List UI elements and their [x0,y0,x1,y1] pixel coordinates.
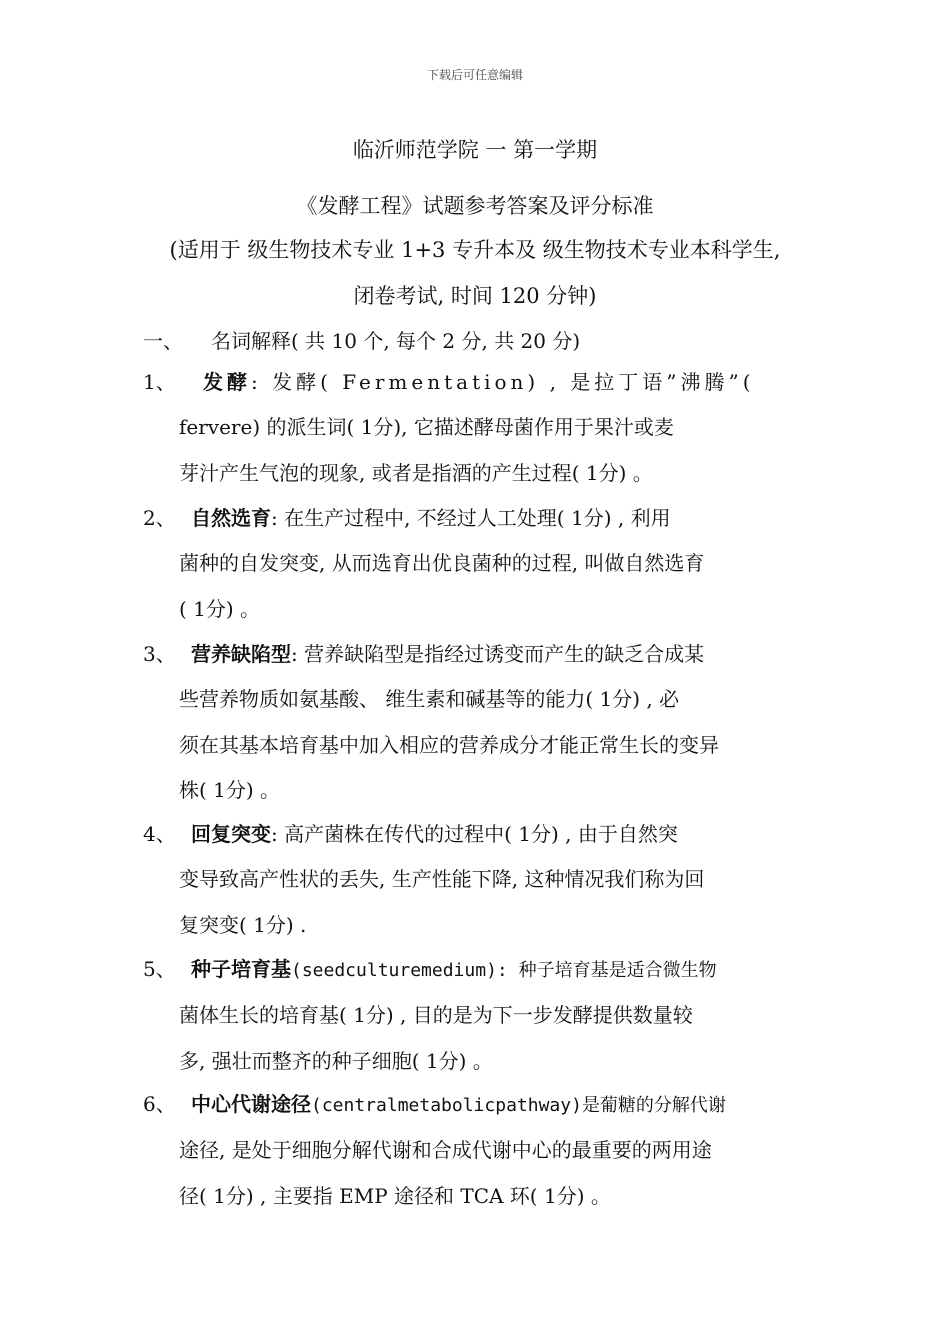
item-line-1: : 高产菌株在传代的过程中( 1分) , 由于自然突 [271,822,678,846]
item-line-2: 菌种的自发突变, 从而选育出优良菌种的过程, 叫做自然选育 [179,551,705,576]
item-term: 中心代谢途径 [191,1092,311,1116]
definition-item-4 [143,812,811,948]
title-line-2: 《发酵工程》试题参考答案及评分标准 [296,194,654,218]
item-term: 自然选育 [191,506,271,530]
item-line-2: 途径, 是处于细胞分解代谢和合成代谢中心的最重要的两用途 [179,1138,712,1163]
item-line-3: 芽汁产生气泡的现象, 或者是指酒的产生过程( 1分) 。 [179,460,653,485]
item-number: 4、 [143,822,176,846]
item-term: 营养缺陷型 [191,642,291,666]
item-number: 1、 [143,370,176,394]
item-line-1: (seedculturemedium): 种子培育基是适合微生物 [291,960,717,981]
section-heading [143,325,580,354]
item-line-2: 些营养物质如氨基酸、 维生素和碱基等的能力( 1分) , 必 [179,687,680,712]
definition-item-6 [143,1082,811,1219]
item-line-2: fervere) 的派生词( 1分), 它描述酵母菌作用于果汁或麦 [179,415,674,440]
item-line-1: : 营养缺陷型是指经过诱变而产生的缺乏合成某 [291,642,705,666]
item-line-4: 株( 1分) 。 [179,777,281,802]
item-line-1: (centralmetabolicpathway)是葡糖的分解代谢 [311,1095,726,1116]
definition-item-5 [143,947,811,1084]
item-line-2: 菌体生长的培育基( 1分) , 目的是为下一步发酵提供数量较 [179,1003,693,1028]
section-number: 一、 [143,329,183,353]
item-term: 种子培育基 [191,957,291,981]
item-line-3: 径( 1分) , 主要指 EMP 途径和 TCA 环( 1分) 。 [179,1183,611,1208]
item-number: 3、 [143,642,176,666]
item-number: 6、 [143,1092,176,1116]
item-line-3: 复突变( 1分) . [179,912,307,937]
definition-item-1 [143,360,811,496]
section-title: 名词解释( 共 10 个, 每个 2 分, 共 20 分) [211,329,581,353]
title-line-1: 临沂师范学院 一 第一学期 [352,138,598,162]
title-line-4: 闭卷考试, 时间 120 分钟) [353,284,597,308]
item-line-1: : 在生产过程中, 不经过人工处理( 1分) , 利用 [271,506,671,530]
item-line-3: 多, 强壮而整齐的种子细胞( 1分) 。 [179,1048,493,1073]
item-term: 回复突变 [191,822,271,846]
item-line-1: : 发酵( Fermentation) , 是拉丁语”沸腾”( [251,370,755,394]
definition-item-3 [143,632,811,813]
item-line-3: 须在其基本培育基中加入相应的营养成分才能正常生长的变异 [179,732,719,757]
item-line-3: ( 1分) 。 [179,596,261,621]
title-line-3: (适用于 级生物技术专业 1+3 专升本及 级生物技术专业本科学生, [169,238,781,262]
item-line-2: 变导致高产性状的丢失, 生产性能下降, 这种情况我们称为回 [179,867,705,892]
definition-item-2 [143,496,811,632]
item-number: 5、 [143,957,176,981]
item-term: 发酵 [203,370,251,394]
item-number: 2、 [143,506,176,530]
header-note: 下载后可任意编辑 [426,68,523,82]
